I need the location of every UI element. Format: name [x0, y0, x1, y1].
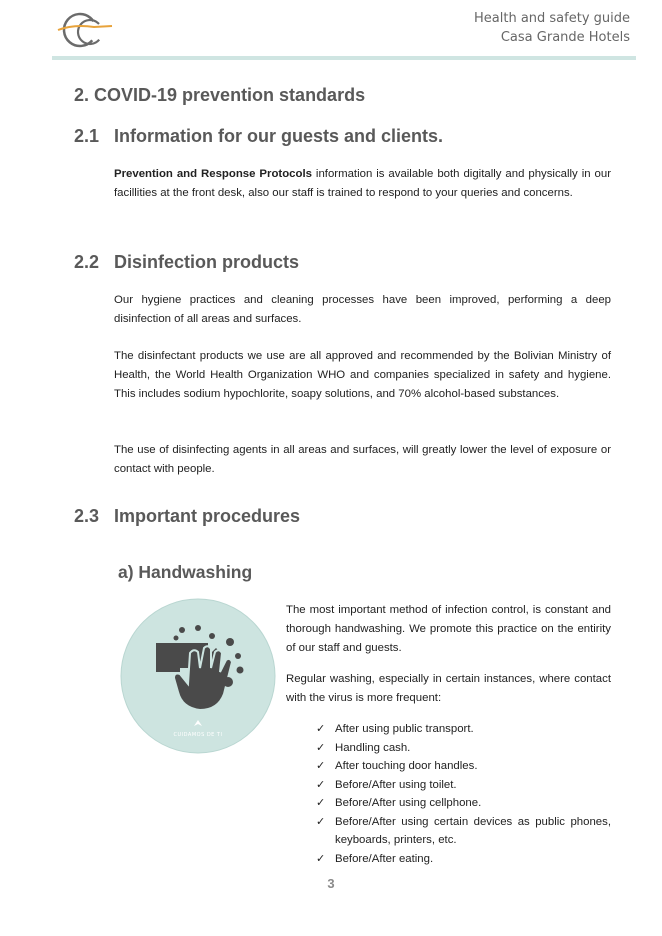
- section-number: 2.2: [74, 252, 100, 272]
- checkmark-icon: ✓: [316, 722, 326, 735]
- protocols-bold-text: Prevention and Response Protocols: [114, 168, 312, 180]
- list-item: ✓ Before/After eating.: [316, 850, 611, 869]
- casa-grande-logo: [54, 10, 120, 50]
- header-title: [474, 9, 630, 47]
- handwashing-icon: [120, 598, 276, 754]
- list-item: ✓ After touching door handles.: [316, 757, 611, 776]
- checkmark-icon: ✓: [316, 814, 326, 828]
- handwashing-paragraph-1: The most important method of infection control, is constant and thorough handwashing. We promote this practice on the entirity of our staff and guests.: [286, 604, 611, 654]
- protocols-text: information is available both digitally and physically in our facillities at the front desk, also our staff is trained to respond to your queries and concerns.: [114, 168, 611, 199]
- section-2-1-paragraph: [114, 165, 611, 203]
- handwashing-paragraph-2: Regular washing, especially in certain instances, where contact with the virus is more frequent:: [286, 673, 611, 704]
- section-2-1-heading: [74, 126, 443, 147]
- page-number: 3: [327, 876, 335, 891]
- handwashing-subheading: a) Handwashing: [118, 562, 253, 582]
- handwashing-checklist: [316, 720, 611, 868]
- header-divider: [52, 56, 636, 60]
- section-2-heading: 2. COVID-19 prevention standards: [74, 85, 366, 105]
- illustration-caption: CUIDAMOS DE TI: [173, 732, 223, 738]
- checkmark-icon: ✓: [316, 777, 326, 791]
- section-number: 2.3: [74, 506, 100, 526]
- header-line-guide: Health and safety guide: [474, 11, 630, 26]
- section-title: Information for our guests and clients.: [114, 126, 444, 146]
- section-title: Disinfection products: [114, 252, 300, 272]
- list-item: ✓ Before/After using toilet.: [316, 776, 611, 795]
- header-line-hotel: Casa Grande Hotels: [500, 30, 630, 45]
- section-2-3-heading: [74, 506, 300, 527]
- section-2-2-heading: [74, 252, 299, 273]
- section-2-2-paragraph-3: The use of disinfecting agents in all areas and surfaces, will greatly lower the level of exposure or contact with people.: [114, 444, 611, 475]
- checkmark-icon: ✓: [316, 796, 326, 809]
- list-item: ✓ Before/After using cellphone.: [316, 794, 611, 813]
- section-2-2-paragraph-2: The disinfectant products we use are all approved and recommended by the Bolivian Ministry of Health, the World Health Organization WHO and companies specialized in safety and hygiene. This includes sodium hypochlorite, soapy solutions, and 70% alcohol-based substances.: [114, 350, 611, 400]
- checkmark-icon: ✓: [316, 740, 326, 754]
- section-title: Important procedures: [114, 506, 301, 526]
- section-number: 2.1: [74, 126, 100, 146]
- section-2-2-paragraph-1: Our hygiene practices and cleaning processes have been improved, performing a deep disinfection of all areas and surfaces.: [114, 294, 611, 325]
- page-header: [0, 0, 662, 64]
- list-item: ✓ After using public transport.: [316, 720, 611, 739]
- list-item: ✓ Handling cash.: [316, 739, 611, 758]
- list-item: ✓ Before/After using certain devices as public phones, keyboards, printers, etc.: [316, 814, 611, 846]
- checkmark-icon: ✓: [316, 759, 326, 772]
- checkmark-icon: ✓: [316, 851, 326, 865]
